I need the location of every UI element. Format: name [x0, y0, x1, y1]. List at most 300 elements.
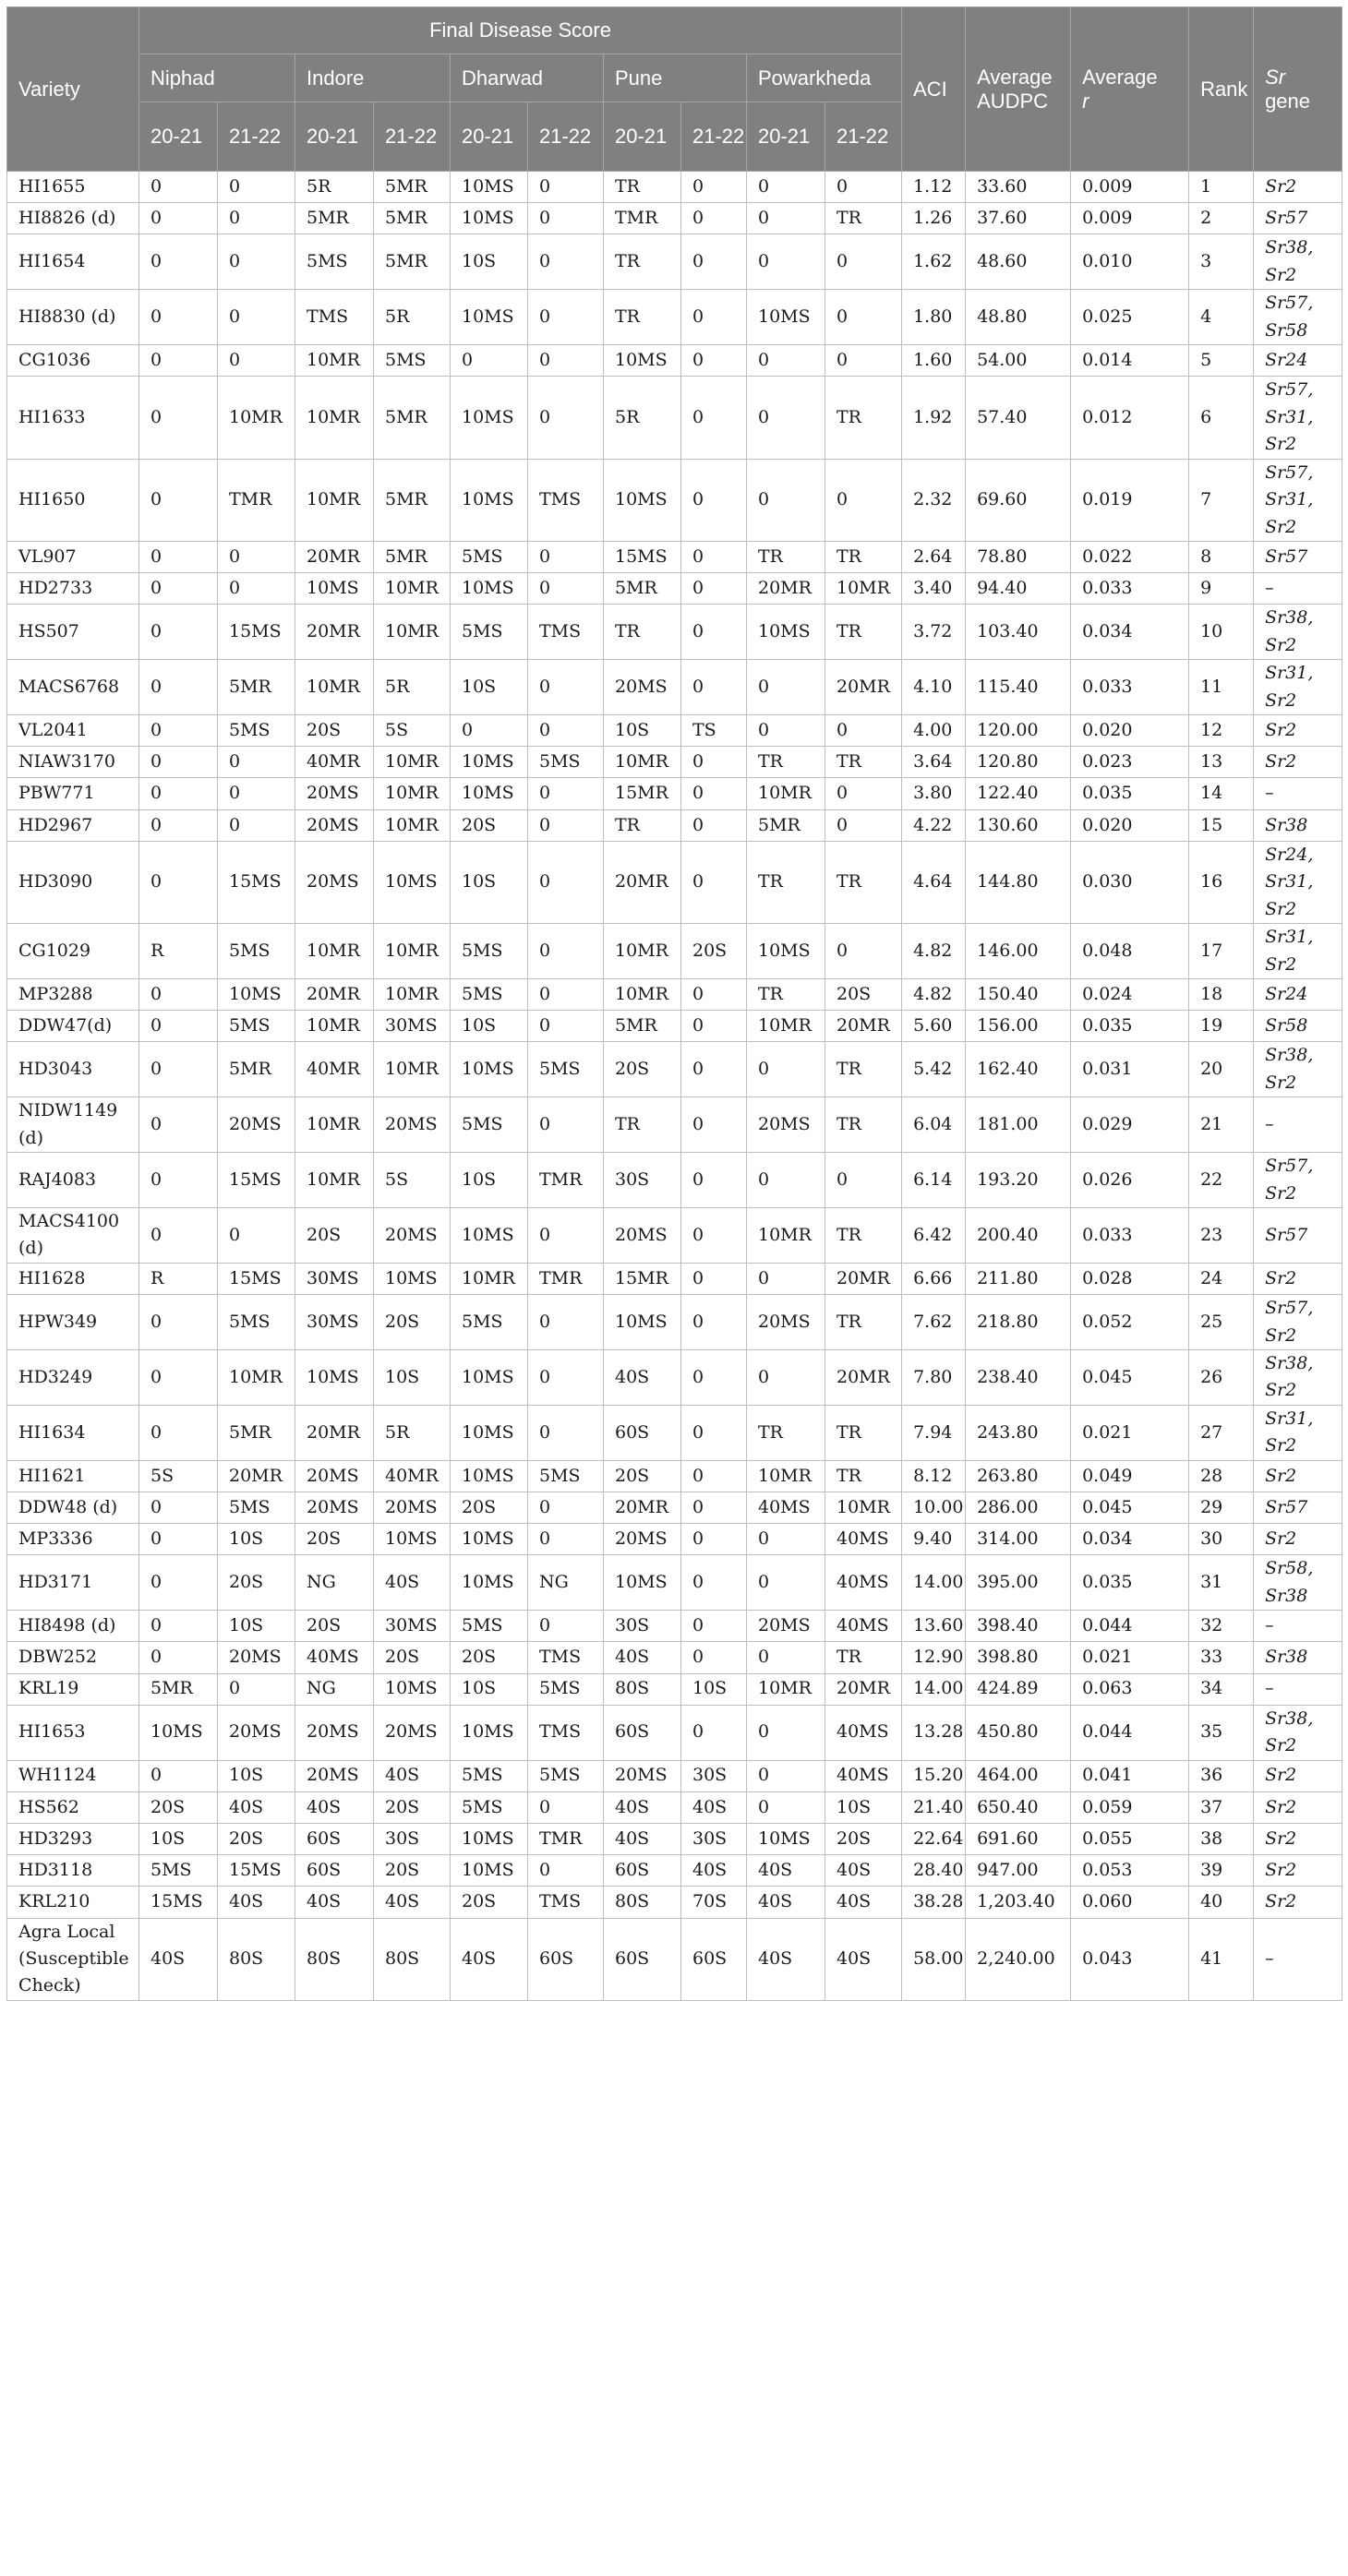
- score-cell: 20S: [825, 979, 902, 1011]
- location-header: Indore: [295, 54, 451, 102]
- score-cell: 0: [528, 809, 604, 841]
- sr-gene-cell: [1254, 778, 1342, 809]
- score-cell: 0: [681, 778, 747, 809]
- score-cell: 0: [139, 778, 218, 809]
- variety-cell: HS562: [7, 1791, 139, 1823]
- table-body: [7, 172, 1342, 2001]
- aci-cell: 7.62: [902, 1295, 966, 1350]
- sr-gene-cell: [1254, 1208, 1342, 1264]
- score-cell: 20MS: [374, 1097, 451, 1153]
- score-cell: 20MS: [604, 1208, 681, 1264]
- score-cell: 0: [139, 1208, 218, 1264]
- variety-header: Variety: [7, 7, 139, 172]
- score-cell: TR: [604, 1097, 681, 1153]
- score-cell: 0: [825, 1153, 902, 1208]
- score-cell: 0: [681, 1042, 747, 1097]
- table-row: [7, 1349, 1342, 1405]
- audpc-cell: 156.00: [966, 1011, 1071, 1042]
- score-cell: 0: [747, 172, 825, 203]
- score-cell: 20MS: [374, 1492, 451, 1523]
- table-header: [7, 7, 1342, 172]
- table-row: [7, 1791, 1342, 1823]
- average-r-cell: 0.021: [1071, 1642, 1189, 1673]
- score-cell: 10MS: [747, 605, 825, 660]
- score-cell: 10MS: [295, 573, 374, 605]
- score-cell: 0: [681, 1524, 747, 1555]
- variety-cell: PBW771: [7, 778, 139, 809]
- table-row: [7, 1855, 1342, 1887]
- score-cell: 30MS: [374, 1011, 451, 1042]
- sr-gene-value: Sr58,: [1265, 1558, 1314, 1579]
- audpc-cell: 218.80: [966, 1295, 1071, 1350]
- score-cell: 10MR: [295, 660, 374, 715]
- variety-cell: MP3288: [7, 979, 139, 1011]
- score-cell: 5MR: [218, 660, 295, 715]
- score-cell: TR: [825, 1642, 902, 1673]
- score-cell: 20MS: [374, 1705, 451, 1760]
- score-cell: 0: [451, 715, 528, 747]
- score-cell: 0: [747, 1153, 825, 1208]
- score-cell: 10MS: [451, 573, 528, 605]
- score-cell: 20S: [374, 1855, 451, 1887]
- sr-gene-cell: [1254, 1642, 1342, 1673]
- audpc-header: Average AUDPC: [966, 7, 1071, 172]
- variety-cell: KRL19: [7, 1673, 139, 1705]
- score-cell: 0: [528, 1295, 604, 1350]
- score-cell: 0: [528, 573, 604, 605]
- score-cell: 0: [681, 1349, 747, 1405]
- score-cell: 0: [139, 290, 218, 345]
- sr-gene-value: Sr38,: [1265, 607, 1314, 629]
- score-cell: 0: [681, 1555, 747, 1611]
- location-header: Pune: [604, 54, 747, 102]
- score-cell: 20S: [374, 1791, 451, 1823]
- score-cell: 20S: [374, 1295, 451, 1350]
- average-r-cell: 0.031: [1071, 1042, 1189, 1097]
- score-cell: 20MS: [747, 1295, 825, 1350]
- aci-cell: 6.04: [902, 1097, 966, 1153]
- score-cell: 5MR: [604, 1011, 681, 1042]
- score-cell: 10MR: [374, 1042, 451, 1097]
- sr-gene-cell: [1254, 1405, 1342, 1460]
- score-cell: 5S: [139, 1460, 218, 1492]
- score-cell: 10S: [218, 1524, 295, 1555]
- score-cell: 10MR: [295, 1011, 374, 1042]
- table-row: [7, 1760, 1342, 1791]
- sr-symbol: Sr: [1265, 66, 1286, 90]
- score-cell: TR: [604, 809, 681, 841]
- variety-cell: VL2041: [7, 715, 139, 747]
- variety-cell: NIAW3170: [7, 747, 139, 778]
- score-cell: 10MR: [825, 1492, 902, 1523]
- variety-cell: MP3336: [7, 1524, 139, 1555]
- sr-gene-suffix: gene: [1265, 89, 1311, 113]
- variety-cell: CG1036: [7, 345, 139, 377]
- score-cell: 10MS: [374, 841, 451, 923]
- score-cell: 30MS: [374, 1611, 451, 1642]
- rank-cell: 2: [1189, 203, 1254, 234]
- score-cell: 20MR: [825, 1263, 902, 1294]
- sr-gene-cell: [1254, 1918, 1342, 2000]
- score-cell: 5R: [604, 377, 681, 459]
- variety-cell: HI1633: [7, 377, 139, 459]
- score-cell: 0: [528, 1349, 604, 1405]
- average-r-cell: 0.028: [1071, 1263, 1189, 1294]
- variety-cell: HS507: [7, 605, 139, 660]
- table-row: [7, 1555, 1342, 1611]
- score-cell: 5MS: [218, 1295, 295, 1350]
- season-header: 20-21: [451, 102, 528, 172]
- score-cell: 0: [139, 1153, 218, 1208]
- score-cell: 40S: [295, 1887, 374, 1918]
- audpc-cell: 238.40: [966, 1349, 1071, 1405]
- score-cell: 0: [825, 234, 902, 290]
- rank-cell: 3: [1189, 234, 1254, 290]
- score-cell: 20MS: [218, 1097, 295, 1153]
- score-cell: 0: [139, 573, 218, 605]
- sr-gene-value: Sr38,: [1265, 237, 1314, 258]
- aci-cell: 1.26: [902, 203, 966, 234]
- score-cell: 10S: [825, 1791, 902, 1823]
- average-r-cell: 0.010: [1071, 234, 1189, 290]
- average-r-prefix: Average: [1082, 66, 1158, 90]
- audpc-cell: 193.20: [966, 1153, 1071, 1208]
- score-cell: 10MS: [604, 459, 681, 541]
- sr-gene-value: Sr57: [1265, 545, 1308, 567]
- audpc-cell: 2,240.00: [966, 1918, 1071, 2000]
- sr-gene-value: Sr57: [1265, 208, 1308, 229]
- table-row: [7, 377, 1342, 459]
- sr-gene-cell: [1254, 1349, 1342, 1405]
- rank-cell: 1: [1189, 172, 1254, 203]
- score-cell: TR: [747, 979, 825, 1011]
- score-cell: 40S: [747, 1887, 825, 1918]
- score-cell: TMR: [528, 1263, 604, 1294]
- sr-gene-value: Sr2: [1265, 634, 1297, 655]
- average-r-symbol: r: [1082, 89, 1089, 113]
- rank-cell: 33: [1189, 1642, 1254, 1673]
- score-cell: 0: [681, 172, 747, 203]
- score-cell: 30S: [604, 1611, 681, 1642]
- score-cell: 0: [681, 1153, 747, 1208]
- score-cell: 10MS: [604, 345, 681, 377]
- score-cell: TR: [604, 234, 681, 290]
- variety-cell: HD2967: [7, 809, 139, 841]
- score-cell: TMS: [528, 1887, 604, 1918]
- aci-cell: 1.62: [902, 234, 966, 290]
- score-cell: 0: [528, 345, 604, 377]
- score-cell: 10MS: [451, 747, 528, 778]
- average-r-cell: 0.022: [1071, 541, 1189, 572]
- score-cell: 5MR: [295, 203, 374, 234]
- average-r-cell: 0.060: [1071, 1887, 1189, 1918]
- table-row: [7, 1524, 1342, 1555]
- score-cell: 80S: [604, 1673, 681, 1705]
- score-cell: 20S: [218, 1823, 295, 1854]
- score-cell: 0: [825, 172, 902, 203]
- score-cell: 10MR: [604, 979, 681, 1011]
- score-cell: 5MS: [218, 715, 295, 747]
- sr-gene-cell: [1254, 1611, 1342, 1642]
- rank-cell: 22: [1189, 1153, 1254, 1208]
- rank-cell: 18: [1189, 979, 1254, 1011]
- score-cell: NG: [295, 1673, 374, 1705]
- score-cell: 40S: [825, 1887, 902, 1918]
- table-row: [7, 1673, 1342, 1705]
- rank-cell: 6: [1189, 377, 1254, 459]
- score-cell: TR: [604, 605, 681, 660]
- score-cell: 10MR: [374, 747, 451, 778]
- score-cell: 15MS: [139, 1887, 218, 1918]
- sr-gene-value: Sr2: [1265, 1267, 1297, 1288]
- score-cell: 0: [218, 290, 295, 345]
- rank-cell: 25: [1189, 1295, 1254, 1350]
- score-cell: 0: [139, 1295, 218, 1350]
- score-cell: 20MR: [825, 1349, 902, 1405]
- sr-gene-cell: [1254, 234, 1342, 290]
- variety-cell: HI1650: [7, 459, 139, 541]
- score-cell: 0: [747, 1524, 825, 1555]
- score-cell: 5MS: [528, 1460, 604, 1492]
- score-cell: 0: [218, 203, 295, 234]
- sr-gene-value: Sr38: [1265, 814, 1308, 835]
- score-cell: 5MR: [139, 1673, 218, 1705]
- average-r-cell: 0.033: [1071, 573, 1189, 605]
- sr-gene-value: Sr2: [1265, 1380, 1297, 1401]
- rank-header: Rank: [1189, 7, 1254, 172]
- table-row: [7, 841, 1342, 923]
- score-cell: 40S: [295, 1791, 374, 1823]
- table-row: [7, 778, 1342, 809]
- score-cell: 30S: [681, 1760, 747, 1791]
- score-cell: 20MR: [604, 1492, 681, 1523]
- score-cell: 0: [528, 660, 604, 715]
- sr-gene-cell: [1254, 1295, 1342, 1350]
- audpc-cell: 69.60: [966, 459, 1071, 541]
- score-cell: 80S: [604, 1887, 681, 1918]
- table-row: [7, 924, 1342, 979]
- score-cell: 20MR: [295, 541, 374, 572]
- aci-cell: 4.82: [902, 924, 966, 979]
- audpc-cell: 57.40: [966, 377, 1071, 459]
- score-cell: 20S: [218, 1555, 295, 1611]
- sr-gene-cell: [1254, 979, 1342, 1011]
- score-cell: 5MS: [451, 1097, 528, 1153]
- score-cell: 20S: [451, 1492, 528, 1523]
- sr-gene-value: Sr57,: [1265, 1298, 1314, 1319]
- score-cell: 40MS: [747, 1492, 825, 1523]
- average-r-cell: 0.020: [1071, 715, 1189, 747]
- score-cell: 0: [825, 290, 902, 345]
- rank-cell: 30: [1189, 1524, 1254, 1555]
- score-cell: 10MR: [295, 924, 374, 979]
- score-cell: 0: [825, 715, 902, 747]
- score-cell: 10MS: [451, 203, 528, 234]
- score-cell: 10MS: [451, 1460, 528, 1492]
- sr-gene-value: Sr24,: [1265, 844, 1314, 865]
- score-cell: TS: [681, 715, 747, 747]
- score-cell: 10MR: [374, 809, 451, 841]
- rank-cell: 36: [1189, 1760, 1254, 1791]
- audpc-cell: 200.40: [966, 1208, 1071, 1264]
- table-row: [7, 660, 1342, 715]
- average-r-cell: 0.063: [1071, 1673, 1189, 1705]
- average-r-cell: 0.044: [1071, 1705, 1189, 1760]
- score-cell: TR: [825, 541, 902, 572]
- score-cell: 5MR: [747, 809, 825, 841]
- score-cell: TR: [825, 605, 902, 660]
- variety-cell: HI8830 (d): [7, 290, 139, 345]
- sr-gene-value: –: [1265, 578, 1274, 598]
- sr-gene-value: Sr31,: [1265, 927, 1314, 948]
- rank-cell: 14: [1189, 778, 1254, 809]
- score-cell: 10MS: [747, 924, 825, 979]
- score-cell: 0: [139, 1642, 218, 1673]
- sr-gene-value: Sr58: [1265, 1015, 1308, 1036]
- sr-gene-cell: [1254, 747, 1342, 778]
- disease-score-table: [6, 6, 1342, 2001]
- score-cell: 20MR: [825, 1011, 902, 1042]
- score-cell: TR: [747, 1405, 825, 1460]
- score-cell: 40S: [825, 1918, 902, 2000]
- aci-cell: 21.40: [902, 1791, 966, 1823]
- aci-cell: 3.80: [902, 778, 966, 809]
- rank-cell: 35: [1189, 1705, 1254, 1760]
- score-cell: 10S: [604, 715, 681, 747]
- aci-header: ACI: [902, 7, 966, 172]
- sr-gene-value: Sr2: [1265, 1860, 1297, 1880]
- sr-gene-cell: [1254, 172, 1342, 203]
- score-cell: 10MS: [451, 172, 528, 203]
- score-cell: 10MR: [747, 1460, 825, 1492]
- score-cell: 10MR: [218, 377, 295, 459]
- table-row: [7, 1042, 1342, 1097]
- sr-gene-value: –: [1265, 1947, 1274, 1969]
- table-row: [7, 747, 1342, 778]
- score-cell: 10MS: [451, 1405, 528, 1460]
- score-cell: 10S: [139, 1823, 218, 1854]
- season-header: 20-21: [139, 102, 218, 172]
- score-cell: 5MR: [374, 234, 451, 290]
- sr-gene-cell: [1254, 809, 1342, 841]
- score-cell: TR: [825, 1208, 902, 1264]
- audpc-cell: 398.40: [966, 1611, 1071, 1642]
- average-r-cell: 0.009: [1071, 172, 1189, 203]
- table-row: [7, 1611, 1342, 1642]
- aci-cell: 15.20: [902, 1760, 966, 1791]
- score-cell: 0: [218, 345, 295, 377]
- score-cell: 0: [528, 234, 604, 290]
- rank-cell: 40: [1189, 1887, 1254, 1918]
- audpc-cell: 450.80: [966, 1705, 1071, 1760]
- score-cell: TR: [825, 1097, 902, 1153]
- score-cell: 20S: [681, 924, 747, 979]
- table-row: [7, 1918, 1342, 2000]
- score-cell: 0: [218, 541, 295, 572]
- average-r-cell: 0.052: [1071, 1295, 1189, 1350]
- score-cell: 5MR: [604, 573, 681, 605]
- score-cell: 10S: [451, 841, 528, 923]
- audpc-cell: 398.80: [966, 1642, 1071, 1673]
- sr-gene-value: Sr2: [1265, 1324, 1297, 1346]
- average-r-cell: 0.033: [1071, 1208, 1189, 1264]
- score-cell: 5MS: [295, 234, 374, 290]
- score-cell: 0: [681, 541, 747, 572]
- aci-cell: 13.28: [902, 1705, 966, 1760]
- average-r-header: [1071, 7, 1189, 172]
- rank-cell: 32: [1189, 1611, 1254, 1642]
- sr-gene-value: Sr2: [1265, 1435, 1297, 1456]
- season-header: 20-21: [604, 102, 681, 172]
- variety-cell: DDW47(d): [7, 1011, 139, 1042]
- audpc-cell: 33.60: [966, 172, 1071, 203]
- score-cell: 10S: [374, 1349, 451, 1405]
- score-cell: 0: [139, 1611, 218, 1642]
- score-cell: 15MS: [604, 541, 681, 572]
- score-cell: TMR: [604, 203, 681, 234]
- table-row: [7, 459, 1342, 541]
- sr-gene-value: Sr38,: [1265, 1352, 1314, 1373]
- score-cell: TR: [747, 841, 825, 923]
- score-cell: 10MR: [604, 747, 681, 778]
- score-cell: 5R: [374, 660, 451, 715]
- aci-cell: 1.92: [902, 377, 966, 459]
- sr-gene-value: –: [1265, 1113, 1274, 1134]
- score-cell: 0: [218, 172, 295, 203]
- score-cell: 10MS: [451, 1349, 528, 1405]
- sr-gene-value: Sr2: [1265, 1465, 1297, 1486]
- score-cell: 40S: [218, 1887, 295, 1918]
- sr-gene-value: Sr2: [1265, 434, 1297, 455]
- aci-cell: 8.12: [902, 1460, 966, 1492]
- sr-gene-value: Sr2: [1265, 1735, 1297, 1756]
- score-cell: 10S: [681, 1673, 747, 1705]
- rank-cell: 29: [1189, 1492, 1254, 1523]
- score-cell: 0: [139, 660, 218, 715]
- average-r-cell: 0.014: [1071, 345, 1189, 377]
- score-cell: 40MR: [295, 747, 374, 778]
- table-row: [7, 1208, 1342, 1264]
- score-cell: 0: [681, 979, 747, 1011]
- score-cell: 0: [218, 1208, 295, 1264]
- score-cell: 10MS: [218, 979, 295, 1011]
- table-row: [7, 1011, 1342, 1042]
- score-cell: 60S: [604, 1855, 681, 1887]
- average-r-cell: 0.025: [1071, 290, 1189, 345]
- score-cell: 5MS: [528, 1673, 604, 1705]
- score-cell: 0: [747, 203, 825, 234]
- sr-gene-value: Sr31,: [1265, 1408, 1314, 1429]
- score-cell: 0: [747, 459, 825, 541]
- score-cell: 10MS: [374, 1263, 451, 1294]
- score-cell: 60S: [604, 1918, 681, 2000]
- variety-cell: HI1628: [7, 1263, 139, 1294]
- score-cell: 60S: [528, 1918, 604, 2000]
- final-disease-score-header: Final Disease Score: [139, 7, 902, 54]
- rank-cell: 39: [1189, 1855, 1254, 1887]
- audpc-cell: 286.00: [966, 1492, 1071, 1523]
- season-header: 20-21: [747, 102, 825, 172]
- score-cell: 20MR: [218, 1460, 295, 1492]
- score-cell: 20MS: [747, 1097, 825, 1153]
- score-cell: 0: [528, 1524, 604, 1555]
- score-cell: 5MR: [374, 459, 451, 541]
- score-cell: 60S: [295, 1855, 374, 1887]
- score-cell: 0: [681, 203, 747, 234]
- score-cell: 0: [747, 234, 825, 290]
- rank-cell: 26: [1189, 1349, 1254, 1405]
- score-cell: 60S: [604, 1705, 681, 1760]
